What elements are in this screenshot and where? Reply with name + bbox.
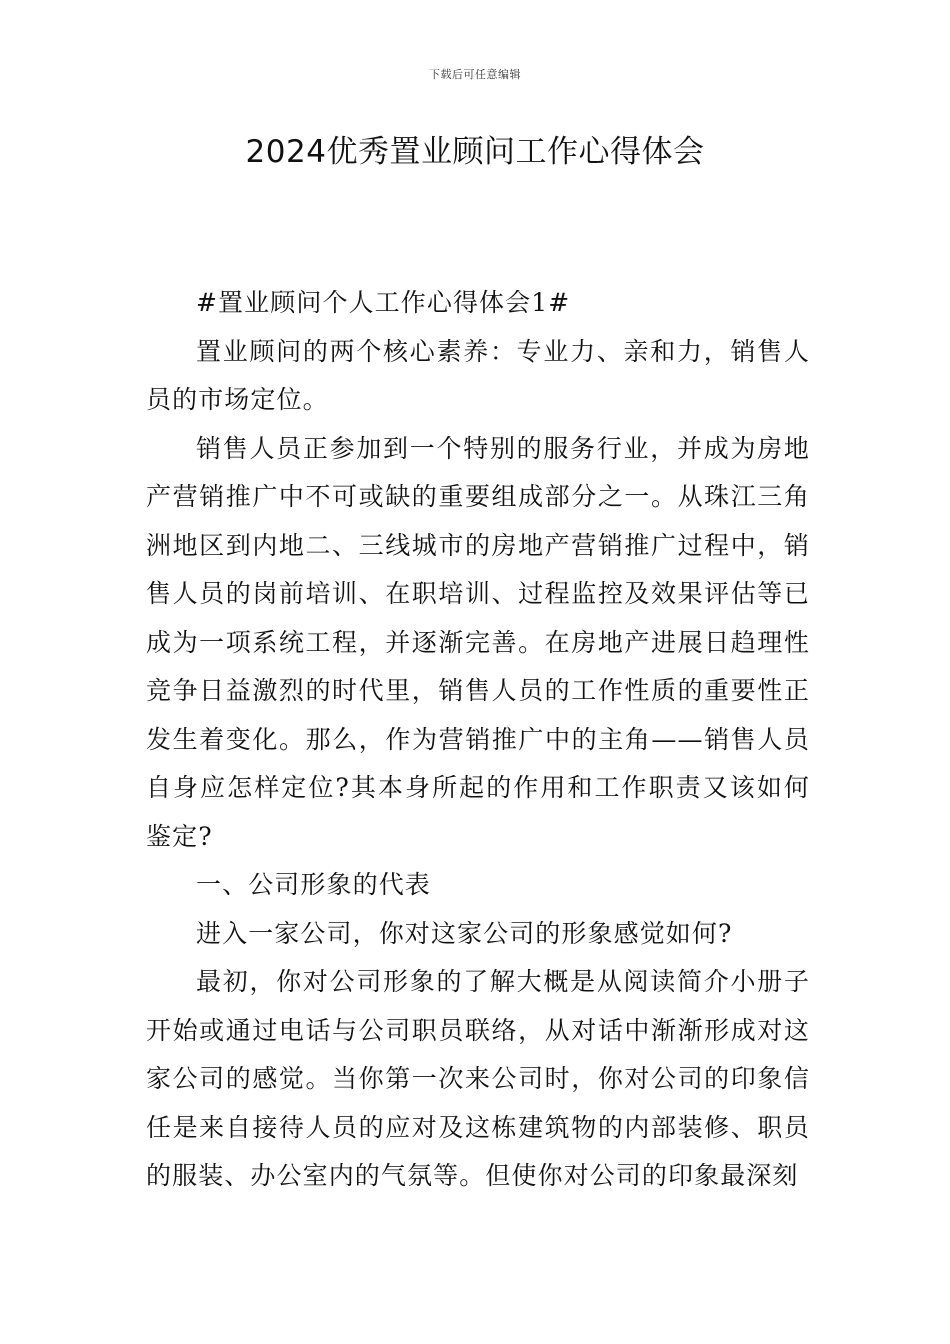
paragraph-question: 进入一家公司，你对这家公司的形象感觉如何? [196,918,733,948]
document-body [146,279,810,1201]
header-note: 下载后可任意编辑 [429,68,521,81]
subsection-heading-company-image: 一、公司形象的代表 [196,870,431,899]
paragraph-market-position: 销售人员正参加到一个特别的服务行业，并成为房地产营销推广中不可或缺的重要组成部分之一。从珠江三角洲地区到内地二、三线城市的房地产营销推广过程中，销售人员的岗前培训、在职培训、过程监控及效果评估等已成为一项系统工程，并逐渐完善。在房地产进展日趋理性竞争日益激烈的时代里，销售人员的工作性质的重要性正发生着变化。那么，作为营销推广中的主角——销售人员自身应怎样定位?其本身所起的作用和工作职责又该如何鉴定? [146,433,810,851]
document-title: 2024优秀置业顾问工作心得体会 [245,134,705,170]
paragraph-intro: 置业顾问的两个核心素养：专业力、亲和力，销售人员的市场定位。 [146,336,810,414]
paragraph-first-impression: 最初，你对公司形象的了解大概是从阅读简介小册子开始或通过电话与公司职员联络，从对话中渐渐形成对这家公司的感觉。当你第一次来公司时，你对公司的印象信任是来自接待人员的应对及这栋建筑物的内部装修、职员的服装、办公室内的气氛等。但使你对公司的印象最深刻 [146,967,810,1190]
section-heading-1: #置业顾问个人工作心得体会1# [196,288,571,317]
